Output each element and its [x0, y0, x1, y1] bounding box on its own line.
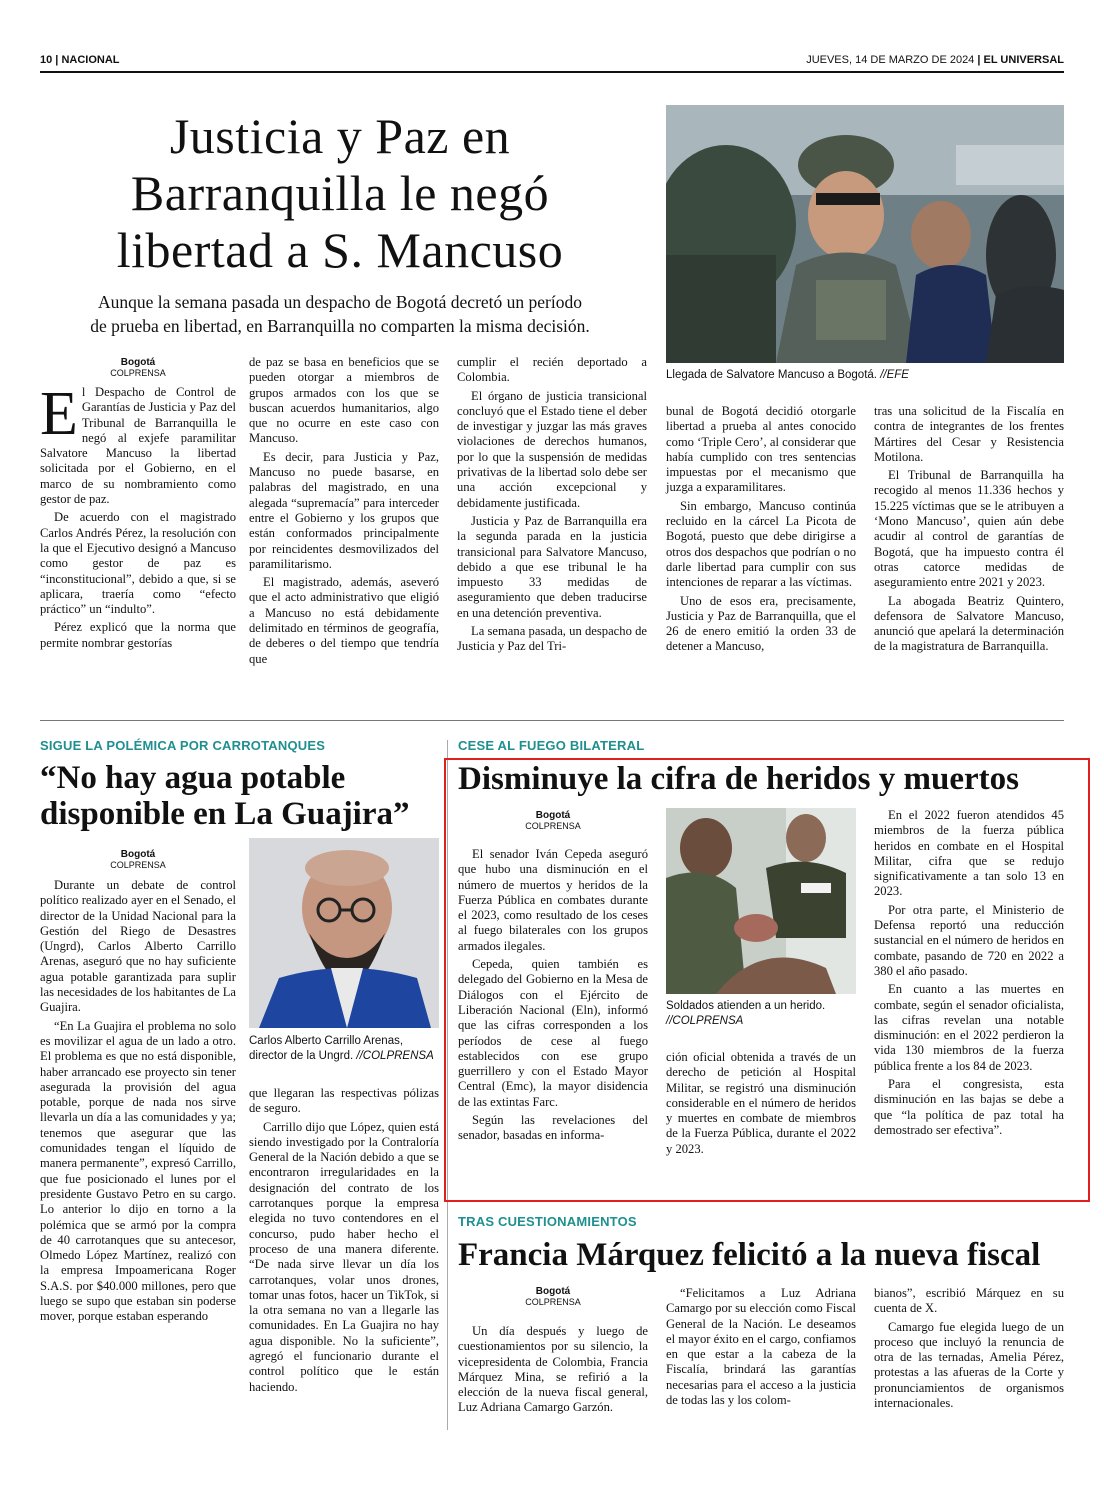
- paragraph: Un día después y luego de cuestionamientos por su silencio, la vicepresidenta de Colombia, Francia Márquez Mina, se refirió a la elección de la nueva fiscal general, Luz Adriana Camargo Garzón.: [458, 1324, 648, 1415]
- paragraph: Justicia y Paz de Barranquilla era la segunda parada en la justicia transicional para Salvatore Mancuso, debido a que ese tribunal le ha impuesto 33 medidas de aseguramiento que deben traducirse en una detención preventiva.: [457, 513, 647, 620]
- paragraph: Camargo fue elegida luego de un proceso que incluyó la renuncia de otra de las ternadas, Amelia Pérez, protestas a las afueras de la Corte y pronunciamientos de organismos internacionales.: [874, 1319, 1064, 1411]
- headline-line: Justicia y Paz en: [169, 108, 511, 164]
- paragraph: ción oficial obtenida a través de un derecho de petición al Hospital Militar, se registró una disminución considerable en el número de heridos y muertes en combate de miembros de la Fuerza Pública, durante el 2022 y 2023.: [666, 1050, 856, 1156]
- folio-bar: [40, 51, 1064, 73]
- paragraph: “En La Guajira el problema no solo es movilizar el agua de un lado a otro. El problema es que no está disponible, haber arrancado ese proyecto sin tener asegurada la provisión del agua potable, porque de nada nos sirve llevarla un día a las comunidades y ya; tenemos que asegurar que las comunidades tengan el líquido de manera permanente”, expresó Carrillo, que fue posicionado el lunes por el presidente Gustavo Petro en su cargo. Lo anterior lo dijo en torno a la polémica que se armó por la compra de 40 carrotanques que su antecesor, Olmedo López Martínez, realizó con la empresa Impoamericana Roger S.A.S. por $40.000 millones, pero que luego se supo que estaban sin poderse mover, porque estaban esperando: [40, 1018, 236, 1324]
- caption-line: Carlos Alberto Carrillo Arenas,: [249, 1035, 404, 1047]
- byline-agency: COLPRENSA: [110, 860, 166, 870]
- paragraph: Es decir, para Justicia y Paz, Mancuso no puede basarse, en palabras del magistrado, en una alegada “supremacía” para interceder entre el Gobierno y los grupos que están conformados principalmente por reincidentes desmovilizados del paramilitarismo.: [249, 449, 439, 571]
- story2-column-1: [40, 878, 236, 1325]
- paragraph: Carrillo dijo que López, quien está siendo investigado por la Contraloría General de la Nación debido a que se encontraron irregularidades en la designación del contrato de los carrotanques porque la empresa elegida no tuvo contendores en el concurso, pudo haber hecho el proceso de una manera diferente. “De nada sirve llevar un día los carrotanques, volar unos drones, tomar unas fotos, hacer un TikTok, si la otra semana no van a llegarle las comunidades. En La Guajira no hay agua disponible. No la suficiente”, agregó el funcionario durante el control político que le están haciendo.: [249, 1119, 439, 1394]
- section-name: NACIONAL: [61, 54, 120, 66]
- paragraph: tras una solicitud de la Fiscalía en contra de integrantes de los frentes Mártires del Cesar y Resistencia Motilona.: [874, 404, 1064, 464]
- paragraph: Según las revelaciones del senador, basadas en informa-: [458, 1113, 648, 1143]
- paragraph: Por otra parte, el Ministerio de Defensa reportó una reducción sustancial en el número de heridos en combate, pasando de 720 en 2022 a 380 el año pasado.: [874, 902, 1064, 978]
- story4-headline: Francia Márquez felicitó a la nueva fiscal: [458, 1237, 1041, 1273]
- byline-city: Bogotá: [535, 1286, 571, 1297]
- paragraph: Para el congresista, esta disminución en las bajas se debe a que “la política de paz total ha demostrado ser efectiva”.: [874, 1077, 1064, 1137]
- story2-byline: [40, 849, 236, 871]
- photo-credit: //COLPRENSA: [666, 1015, 744, 1027]
- story1-headline: [40, 108, 640, 279]
- story4-byline: [458, 1286, 648, 1308]
- paragraph: En cuanto a las muertes en combate, según el senador oficialista, las cifras revelan una notable disminución: en el 2022 perdieron la vida 130 miembros de la fuerza pública frente a los 84 de 2023.: [874, 982, 1064, 1073]
- headline-line: disponible en La Guajira”: [40, 796, 410, 832]
- paragraph: Pérez explicó que la norma que permite nombrar gestorías: [40, 620, 236, 650]
- story4-column-2: [666, 1286, 856, 1408]
- photo-credit: //EFE: [880, 369, 909, 381]
- paragraph: La semana pasada, un despacho de Justicia y Paz del Tri-: [457, 624, 647, 654]
- story1-column-3: [457, 355, 647, 655]
- caption-text: Soldados atienden a un herido.: [666, 1000, 826, 1012]
- paragraph-text: l Despacho de Control de Garantías de Justicia y Paz del Tribunal de Barranquilla le negó al exjefe paramilitar Salvatore Mancuso la libertad solicitada por el Gobierno, en el marco de su nombramiento como gestor de paz.: [40, 385, 236, 507]
- paragraph: El magistrado, además, aseveró que el acto administrativo que eligió a Mancuso no está debidamente delimitado en términos de geografía, de deberes o del tiempo que tendría que: [249, 575, 439, 666]
- byline-city: Bogotá: [535, 810, 571, 821]
- story3-column-1: [458, 847, 648, 1144]
- dek-line: de prueba en libertad, en Barranquilla no comparten la misma decisión.: [90, 316, 590, 336]
- story3-headline: Disminuye la cifra de heridos y muertos: [458, 761, 1019, 797]
- carrillo-photo: [249, 838, 439, 1028]
- folio-right: JUEVES, 14 DE MARZO DE 2024 | EL UNIVERSAL: [806, 54, 1064, 66]
- story2-headline: [40, 760, 440, 832]
- paragraph: “Felicitamos a Luz Adriana Camargo por su elección como Fiscal General de la Nación. Le deseamos el mayor éxito en el cargo, confiamos en que estar a la cabeza de la Fiscalía, brindará las garantías necesarias para el acceso a la justicia de todas las y los colom-: [666, 1286, 856, 1408]
- headline-line: “No hay agua potable: [40, 760, 346, 796]
- story3-kicker: CESE AL FUEGO BILATERAL: [458, 738, 645, 753]
- story2-column-2: [249, 1086, 439, 1395]
- paragraph: bianos”, escribió Márquez en su cuenta de X.: [874, 1286, 1064, 1316]
- mancuso-photo: [666, 105, 1064, 363]
- story4-column-1: [458, 1324, 648, 1416]
- photo-credit: //COLPRENSA: [356, 1050, 434, 1062]
- paragraph: Cepeda, quien también es delegado del Gobierno en la Mesa de Diálogos con el Ejército de Liberación Nacional (Eln), informó que las cifras corresponden a los períodos de cese al fuego establecidos con ese grupo guerrillero y con el Estado Mayor Central (Emc), la mayor disidencia de las extintas Farc.: [458, 957, 648, 1109]
- paragraph: La abogada Beatriz Quintero, defensora de Salvatore Mancuso, anunció que apelará la determinación de la magistratura de Barranquilla.: [874, 593, 1064, 654]
- story4-column-3: [874, 1286, 1064, 1411]
- byline-agency: COLPRENSA: [525, 1297, 581, 1307]
- paragraph: En el 2022 fueron atendidos 45 miembros de la fuerza pública heridos en combate en el Hospital Militar, cifra que se redujo significativamente a tan solo 13 en 2023.: [874, 808, 1064, 899]
- story1-byline: [40, 357, 236, 379]
- carrillo-photo-caption: [249, 1034, 445, 1064]
- story3-column-2: [666, 1050, 856, 1157]
- byline-city: Bogotá: [120, 849, 156, 860]
- byline-agency: COLPRENSA: [525, 821, 581, 831]
- headline-line: libertad a S. Mancuso: [116, 222, 564, 278]
- folio-left: 10 | NACIONAL: [40, 54, 120, 66]
- paragraph: bunal de Bogotá decidió otorgarle libertad a prueba al antes conocido como ‘Triple Cero’, al considerar que había cumplido con tres sentencias impuestas por el mecanismo que juzga a exparamilitares.: [666, 404, 856, 495]
- byline-city: Bogotá: [120, 357, 156, 368]
- story4-kicker: TRAS CUESTIONAMIENTOS: [458, 1214, 637, 1229]
- soldiers-photo: [666, 808, 856, 994]
- story1-column-5: [874, 404, 1064, 655]
- story1-column-1: [40, 380, 236, 651]
- paragraph: El Tribunal de Barranquilla ha recogido al menos 11.336 hechos y 15.225 víctimas que se le atribuyen a ‘Mono Mancuso’, quien aún debe acudir al control de garantías de Bogotá, que ha impuesto contra él otras catorce medidas de aseguramiento entre 2021 y 2023.: [874, 468, 1064, 590]
- paragraph: De acuerdo con el magistrado Carlos Andrés Pérez, la resolución con la que el Ejecutivo designó a Mancuso como gestor de paz es “inconstitucional”, debido a que, si se aplicara, traería como “efecto práctico” un “indulto”.: [40, 510, 236, 617]
- story1-column-4: [666, 404, 856, 655]
- paper-name: EL UNIVERSAL: [983, 54, 1064, 66]
- issue-date: JUEVES, 14 DE MARZO DE 2024: [806, 54, 975, 66]
- drop-cap: E: [40, 380, 78, 448]
- paragraph: El órgano de justicia transicional concluyó que el Estado tiene el deber de investigar y juzgar las más graves violaciones de derechos humanos, por lo que la suspensión de medidas privativas de la libertad solo debe ser una acción excepcional y debidamente justificada.: [457, 388, 647, 510]
- dek-line: Aunque la semana pasada un despacho de Bogotá decretó un período: [97, 292, 582, 312]
- paragraph: Sin embargo, Mancuso continúa recluido en la cárcel La Picota de Bogotá, puesto que debe dirigirse a otros dos despachos que podrían o no darle libertad para cumplir con sus intenciones de reparar a las víctimas.: [666, 498, 856, 590]
- story3-column-3: [874, 808, 1064, 1138]
- caption-text: Llegada de Salvatore Mancuso a Bogotá.: [666, 369, 877, 381]
- byline-agency: COLPRENSA: [110, 368, 166, 378]
- soldiers-photo-caption: [666, 999, 856, 1029]
- story1-column-2: [249, 355, 439, 667]
- paragraph: que llegaran las respectivas pólizas de seguro.: [249, 1086, 439, 1116]
- story3-byline: [458, 810, 648, 832]
- paragraph: [40, 380, 236, 507]
- story2-kicker: SIGUE LA POLÉMICA POR CARROTANQUES: [40, 738, 326, 753]
- caption-line: director de la Ungrd.: [249, 1050, 354, 1062]
- story1-dek: [40, 290, 640, 338]
- mancuso-photo-caption: [666, 368, 1066, 383]
- paragraph: Uno de esos era, precisamente, Justicia y Paz de Barranquilla, que el 26 de enero emitió la orden 33 de detener a Mancuso,: [666, 593, 856, 654]
- paragraph: cumplir el recién deportado a Colombia.: [457, 355, 647, 385]
- paragraph: de paz se basa en beneficios que se pueden otorgar a miembros de grupos armados con los que se buscan acuerdos humanitarios, algo que no ocurre en este caso con Mancuso.: [249, 355, 439, 446]
- paragraph: El senador Iván Cepeda aseguró que hubo una disminución en el número de muertos y heridos de la Fuerza Pública en combates durante el 2023, como resultado de los ceses al fuego bilaterales con los grupos armados ilegales.: [458, 847, 648, 953]
- section-divider: [40, 720, 1064, 721]
- paragraph: Durante un debate de control político realizado ayer en el Senado, el director de la Unidad Nacional para la Gestión del Riego de Desastres (Ungrd), Carlos Alberto Carrillo Arenas, aseguró que no hay suficiente agua potable garantizada para suplir las necesidades de los habitantes de La Guajira.: [40, 878, 236, 1015]
- headline-line: Barranquilla le negó: [130, 165, 550, 221]
- page-number: 10: [40, 54, 53, 66]
